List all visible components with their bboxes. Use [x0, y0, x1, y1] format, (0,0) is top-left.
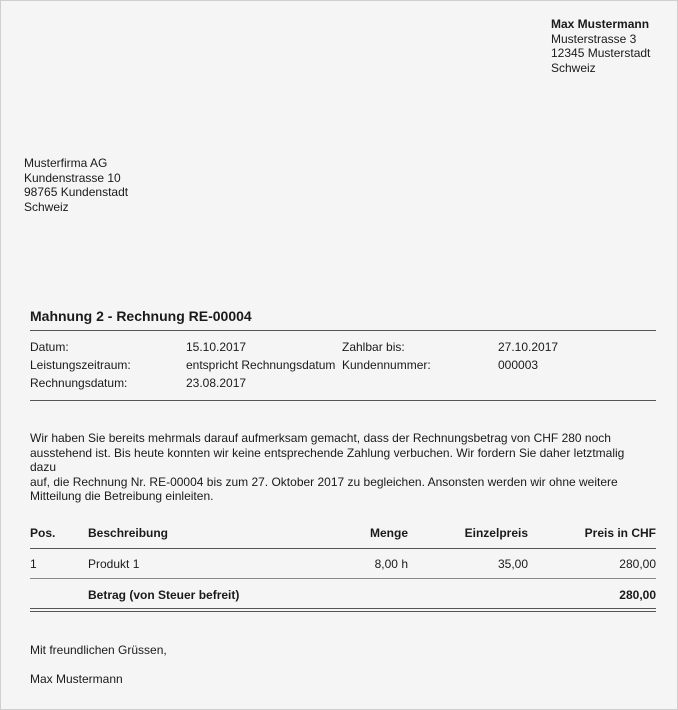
reminder-line: ausstehend ist. Bis heute konnten wir keine entsprechende Zahlung verbuchen. Wir fordern Sie daher letztmalig dazu — [30, 445, 625, 474]
recipient-street: Kundenstrasse 10 — [24, 170, 121, 185]
total-value: 280,00 — [619, 588, 656, 602]
rechnung-value: 23.08.2017 — [186, 376, 247, 390]
recipient-city: 98765 Kundenstadt — [24, 185, 129, 199]
reminder-line: Mitteilung die Betreibung einleiten. — [30, 489, 214, 503]
row-pos: 1 — [30, 557, 37, 571]
col-header-qty: Menge — [369, 526, 408, 540]
total-label: Betrag (von Steuer befreit) — [88, 588, 240, 602]
recipient-company: Musterfirma AG — [24, 156, 108, 170]
kunden-value: 000003 — [498, 358, 539, 372]
recipient-country: Schweiz — [24, 199, 69, 214]
row-desc: Produkt 1 — [88, 557, 140, 571]
col-header-desc: Beschreibung — [88, 526, 169, 540]
row-qty: 8,00 h — [374, 557, 408, 571]
recipient-address — [24, 156, 128, 214]
closing-greeting: Mit freundlichen Grüssen, — [30, 643, 167, 657]
leistung-label: Leistungszeitraum: — [30, 358, 131, 372]
title-divider — [30, 330, 656, 331]
rechnung-label: Rechnungsdatum: — [30, 376, 128, 390]
sender-street: Musterstrasse 3 — [551, 31, 637, 46]
closing-signature: Max Mustermann — [30, 672, 123, 686]
table-header-divider — [30, 548, 656, 549]
closing — [30, 643, 167, 687]
total-divider-top — [30, 608, 656, 609]
datum-label: Datum: — [30, 340, 69, 354]
total-divider-bottom — [30, 611, 656, 612]
col-header-pos: Pos. — [30, 526, 56, 540]
reminder-text — [30, 431, 650, 504]
sender-country: Schweiz — [551, 60, 596, 75]
row-divider — [30, 578, 656, 579]
sender-address — [551, 17, 650, 75]
meta-divider — [30, 400, 656, 401]
leistung-value: entspricht Rechnungsdatum — [186, 358, 336, 372]
row-price: 280,00 — [619, 557, 656, 571]
zahlbar-value: 27.10.2017 — [498, 340, 559, 354]
sender-name: Max Mustermann — [551, 17, 650, 31]
sender-city: 12345 Musterstadt — [551, 46, 651, 60]
row-unit: 35,00 — [497, 557, 528, 571]
col-header-unit: Einzelpreis — [464, 526, 528, 540]
col-header-price: Preis in CHF — [584, 526, 656, 540]
zahlbar-label: Zahlbar bis: — [342, 340, 405, 354]
document-title: Mahnung 2 - Rechnung RE-00004 — [30, 308, 252, 324]
reminder-line: Wir haben Sie bereits mehrmals darauf aufmerksam gemacht, dass der Rechnungsbetrag von CHF 280 noch — [30, 431, 611, 445]
datum-value: 15.10.2017 — [186, 340, 247, 354]
reminder-line: auf, die Rechnung Nr. RE-00004 bis zum 27. Oktober 2017 zu begleichen. Ansonsten werden wir ohne weitere — [30, 474, 618, 489]
kunden-label: Kundennummer: — [342, 358, 431, 372]
signature-space — [30, 658, 167, 673]
